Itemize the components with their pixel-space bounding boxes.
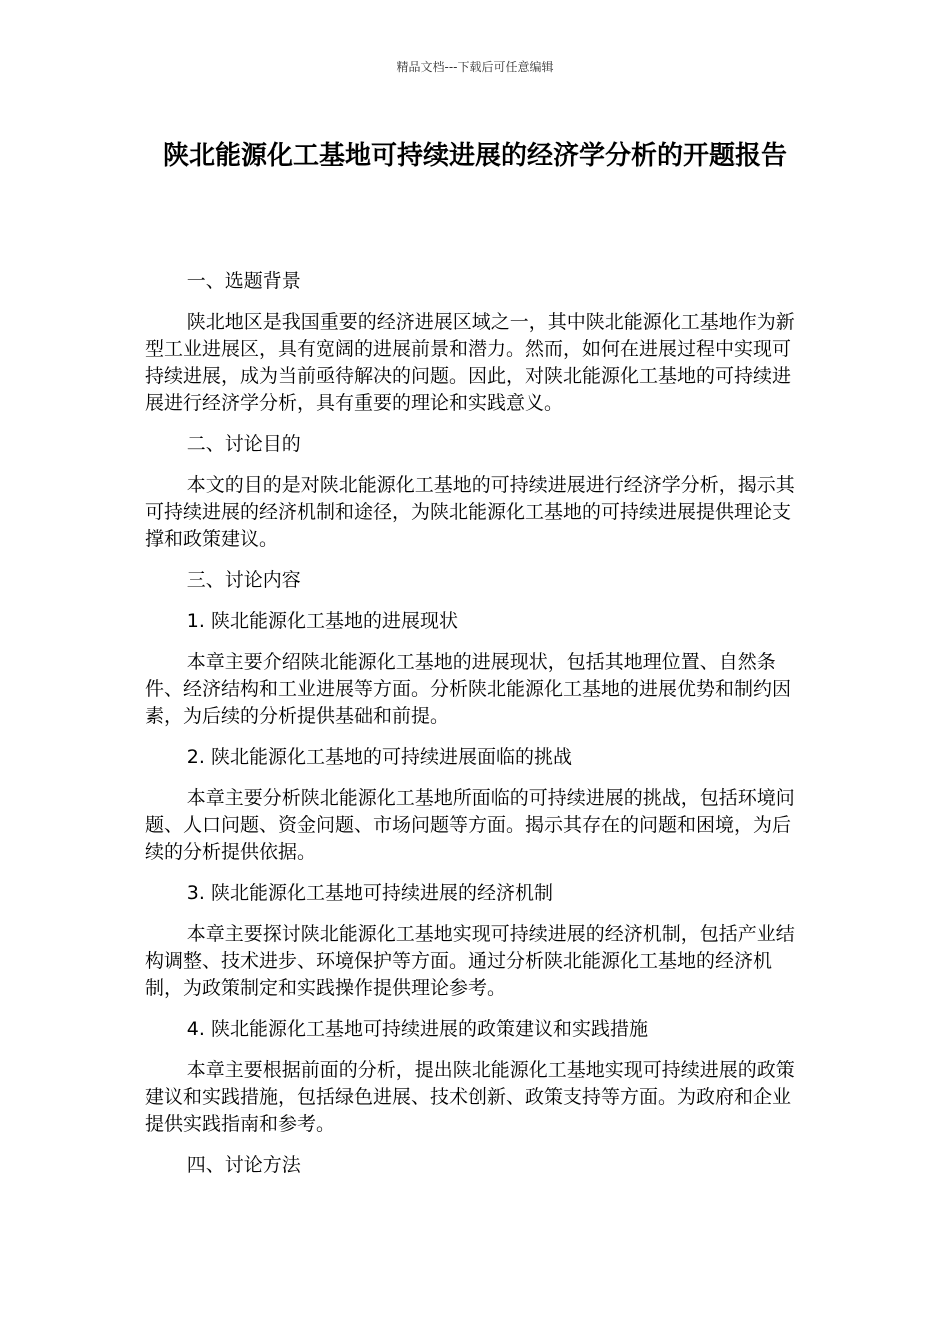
subsection-heading: 4. 陕北能源化工基地可持续进展的政策建议和实践措施 (186, 1018, 648, 1040)
header-note: 精品文档---下载后可任意编辑 (396, 60, 554, 74)
paragraph: 本章主要分析陕北能源化工基地所面临的可持续进展的挑战，包括环境问题、人口问题、资金问题、市场问题等方面。揭示其存在的问题和困境，为后续的分析提供依据。 (145, 787, 795, 863)
document-title: 陕北能源化工基地可持续进展的经济学分析的开题报告 (162, 141, 787, 171)
section-heading: 三、讨论内容 (186, 569, 301, 591)
subsection-heading: 1. 陕北能源化工基地的进展现状 (186, 610, 458, 632)
subsection-heading: 2. 陕北能源化工基地的可持续进展面临的挑战 (186, 746, 572, 768)
document-body (145, 268, 795, 1193)
paragraph: 陕北地区是我国重要的经济进展区域之一，其中陕北能源化工基地作为新型工业进展区，具有宽阔的进展前景和潜力。然而，如何在进展过程中实现可持续进展，成为当前亟待解决的问题。因此，对陕北能源化工基地的可持续进展进行经济学分析，具有重要的理论和实践意义。 (145, 311, 795, 414)
paragraph: 本章主要介绍陕北能源化工基地的进展现状，包括其地理位置、自然条件、经济结构和工业进展等方面。分析陕北能源化工基地的进展优势和制约因素，为后续的分析提供基础和前提。 (145, 651, 792, 727)
section-heading: 四、讨论方法 (186, 1154, 301, 1176)
paragraph: 本章主要根据前面的分析，提出陕北能源化工基地实现可持续进展的政策建议和实践措施，包括绿色进展、技术创新、政策支持等方面。为政府和企业提供实践指南和参考。 (145, 1059, 795, 1135)
subsection-heading: 3. 陕北能源化工基地可持续进展的经济机制 (186, 882, 553, 904)
paragraph: 本章主要探讨陕北能源化工基地实现可持续进展的经济机制，包括产业结构调整、技术进步、环境保护等方面。通过分析陕北能源化工基地的经济机制，为政策制定和实践操作提供理论参考。 (145, 923, 795, 999)
section-heading: 二、讨论目的 (186, 433, 301, 455)
section-heading: 一、选题背景 (186, 270, 301, 292)
paragraph: 本文的目的是对陕北能源化工基地的可持续进展进行经济学分析，揭示其可持续进展的经济机制和途径，为陕北能源化工基地的可持续进展提供理论支撑和政策建议。 (145, 474, 795, 550)
